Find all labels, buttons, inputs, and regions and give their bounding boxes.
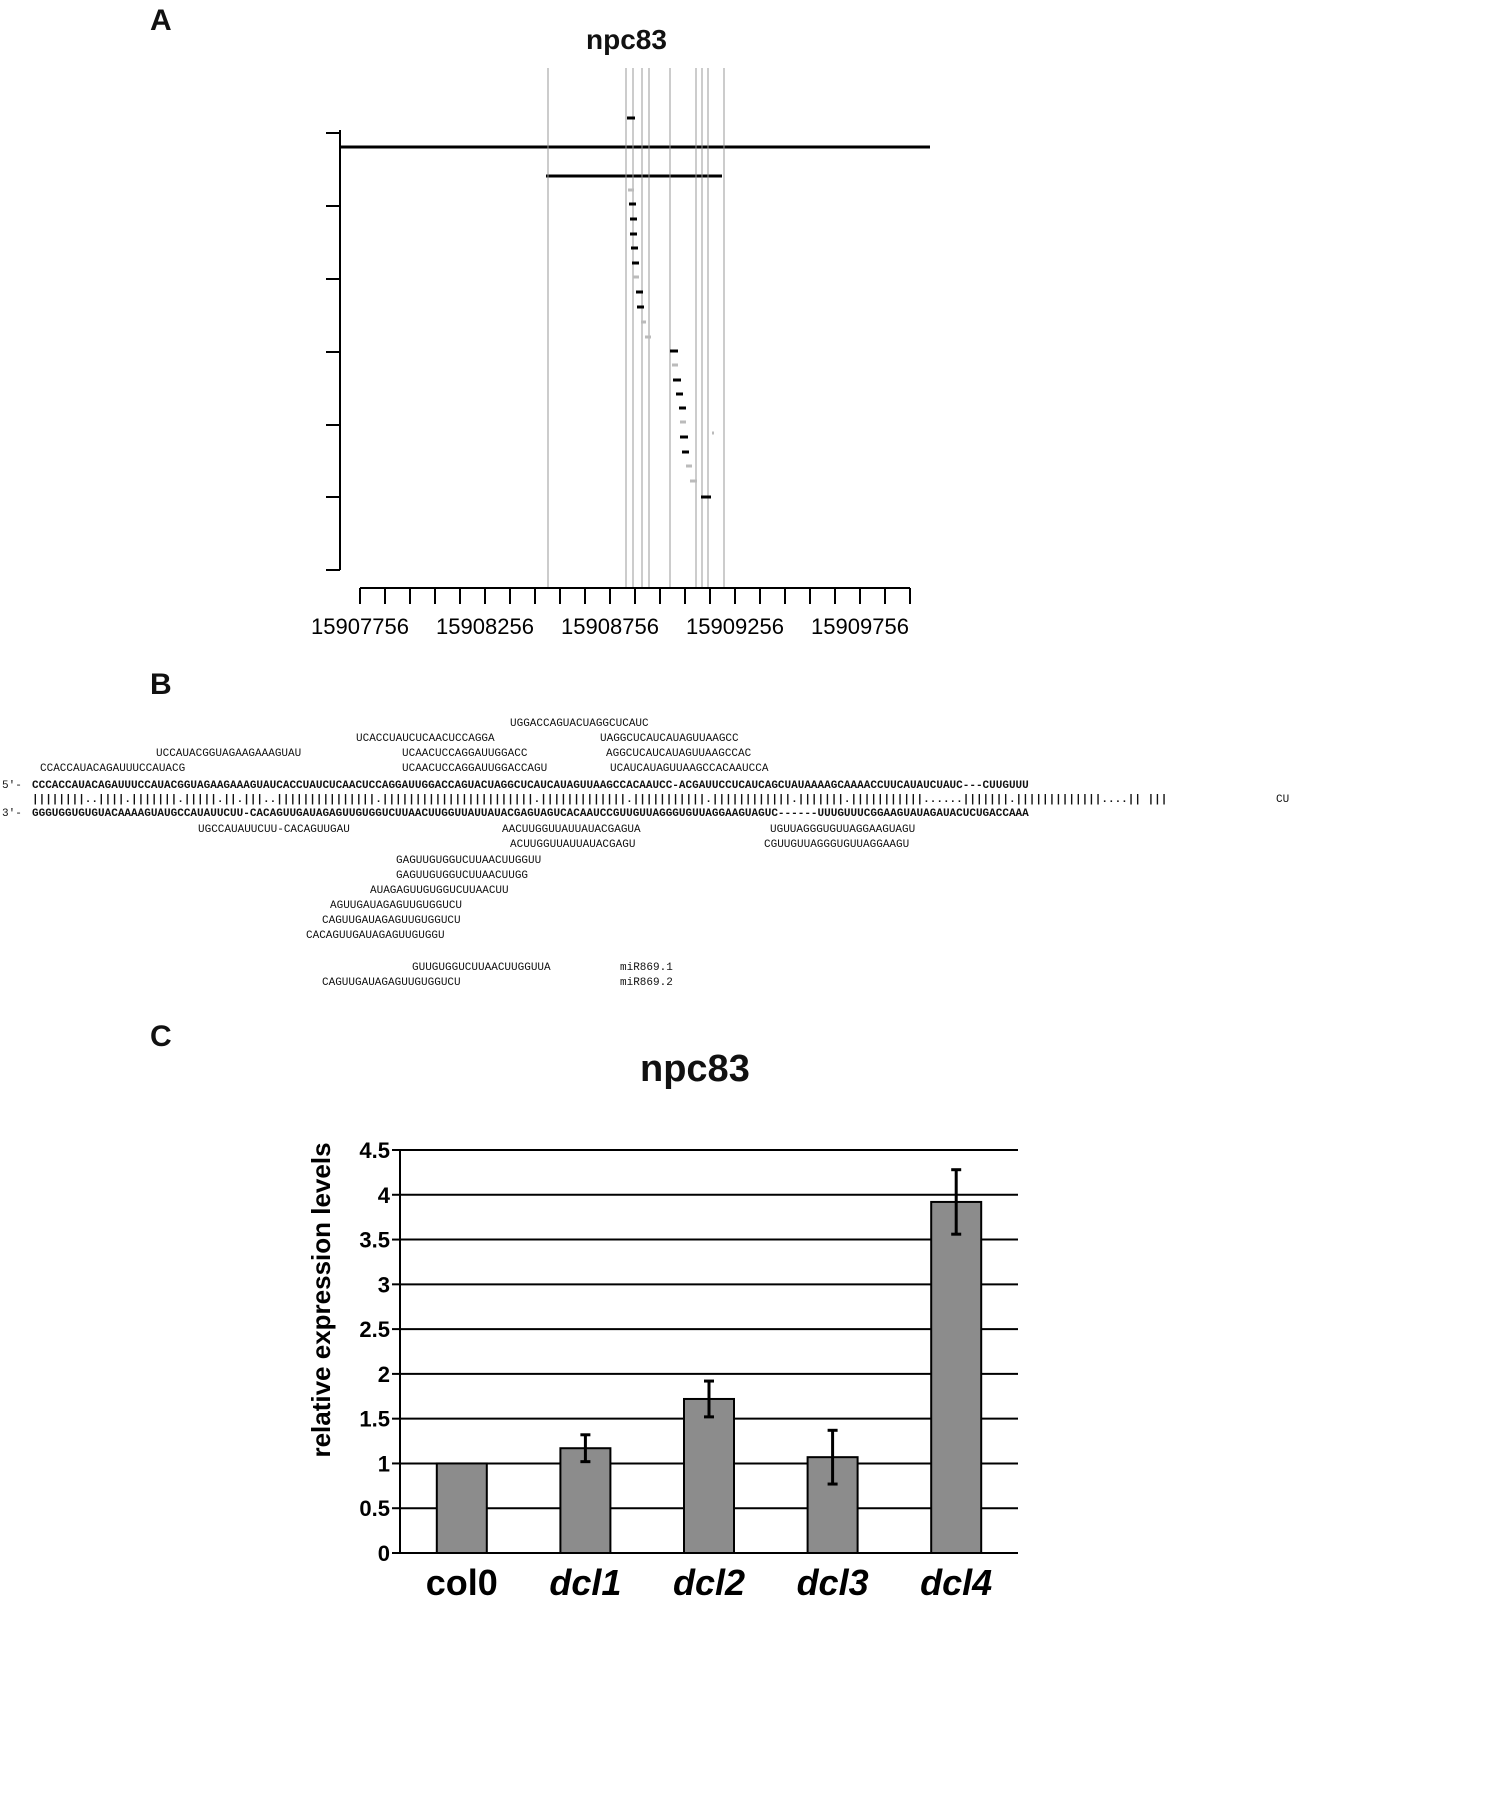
mir-seq-1: GUUGUGGUCUUAACUUGGUUA <box>412 962 551 974</box>
mir-name-2: miR869.2 <box>620 977 673 989</box>
y-tick-label-5: 2.5 <box>359 1317 390 1343</box>
mir-name-1: miR869.1 <box>620 962 673 974</box>
five-prime-label: 5'- <box>2 780 22 792</box>
panel-c-label: C <box>150 1020 172 1053</box>
y-tick-label-6: 3 <box>377 1272 390 1298</box>
x-label-dcl4: dcl4 <box>920 1562 993 1603</box>
y-tick-label-7: 3.5 <box>359 1227 390 1253</box>
read-top-7: UCAACUCCAGGAUUGGACCAGU <box>402 763 548 775</box>
read-top-6: CCACCAUACAGAUUUCCAUACG <box>40 763 186 775</box>
read-bottom-2: UGUUAGGGUGUUAGGAAGUAGU <box>770 824 916 836</box>
y-tick-label-4: 2 <box>377 1361 390 1387</box>
panel-b-label: B <box>150 668 172 701</box>
bar-col0 <box>437 1463 487 1553</box>
y-tick-label-8: 4 <box>377 1182 390 1208</box>
read-bottom-5: GAGUUGUGGUCUUAACUUGGUU <box>396 855 542 867</box>
read-top-4: UCAACUCCAGGAUUGGACC <box>402 748 528 760</box>
panel-a-label: A <box>150 4 172 37</box>
read-top-2: UAGGCUCAUCAUAGUUAAGCC <box>600 733 739 745</box>
x-label-col0: col0 <box>425 1562 498 1603</box>
three-prime-label: 3'- <box>2 808 22 820</box>
chart-title: npc83 <box>640 1048 750 1090</box>
read-top-0: UGGACCAGUACUAGGCUCAUC <box>510 718 649 730</box>
x-label-dcl2: dcl2 <box>672 1562 746 1603</box>
y-axis-label: relative expression levels <box>306 1142 336 1458</box>
a-x-tick-label-2: 15908756 <box>561 614 659 639</box>
read-bottom-0: UGCCAUAUUCUU-CACAGUUGAU <box>198 824 350 836</box>
y-tick-label-1: 0.5 <box>359 1496 390 1522</box>
a-x-tick-label-1: 15908256 <box>436 614 534 639</box>
a-x-tick-label-0: 15907756 <box>311 614 409 639</box>
read-bottom-7: AUAGAGUUGUGGUCUUAACUU <box>370 885 509 897</box>
y-tick-label-3: 1.5 <box>359 1406 390 1432</box>
read-bottom-8: AGUUGAUAGAGUUGUGGUCU <box>330 900 463 912</box>
three-prime-strand: GGGUGGUGUGUACAAAAGUAUGCCAUAUUCUU-CACAGUUGAUAGAGUUGUGGUCUUAACUUGGUUAUUAUACGAGUAGUCACAAUCCGUUGUUAGGGUGUUAGGAAGUAGUC------UUUGUUUCGGAAGUAUAGAUACUCUGACCAAA <box>32 808 1029 820</box>
loop-label: CU <box>1276 794 1290 806</box>
read-top-3: UCCAUACGGUAGAAGAAAGUAU <box>156 748 302 760</box>
mir-seq-2: CAGUUGAUAGAGUUGUGGUCU <box>322 977 461 989</box>
y-tick-label-2: 1 <box>377 1451 390 1477</box>
pairing-line: ||||||||..||||.|||||||.|||||.||.|||..|||||||||||||||.|||||||||||||||||||||||.|||||||||||||.|||||||||||.||||||||||||.|||||||.|||||||||||......|||||||.|||||||||||||....|| ||| <box>32 794 1168 806</box>
read-bottom-4: CGUUGUUAGGGUGUUAGGAAGU <box>764 839 910 851</box>
x-label-dcl3: dcl3 <box>796 1562 869 1603</box>
bar-dcl2 <box>684 1399 734 1553</box>
bar-dcl4 <box>931 1202 981 1553</box>
read-top-8: UCAUCAUAGUUAAGCCACAAUCCA <box>610 763 769 775</box>
x-label-dcl1: dcl1 <box>549 1562 622 1603</box>
read-top-5: AGGCUCAUCAUAGUUAAGCCAC <box>606 748 752 760</box>
read-bottom-1: AACUUGGUUAUUAUACGAGUA <box>502 824 641 836</box>
read-bottom-6: GAGUUGUGGUCUUAACUUGG <box>396 870 529 882</box>
y-tick-label-0: 0 <box>377 1541 390 1566</box>
read-bottom-10: CACAGUUGAUAGAGUUGUGGU <box>306 930 445 942</box>
panel-a-title: npc83 <box>586 24 667 55</box>
bar-dcl1 <box>560 1448 610 1553</box>
y-tick-label-9: 4.5 <box>359 1138 390 1163</box>
five-prime-strand: CCCACCAUACAGAUUUCCAUACGGUAGAAGAAAGUAUCACCUAUCUCAACUCCAGGAUUGGACCAGUACUAGGCUCAUCAUAGUUAAGCCACAAUCC-ACGAUUCCUCAUCAGCUAUAAAAGCAAAACCUUCAUAUCUAUC---CUUGUUU <box>32 780 1029 792</box>
a-x-tick-label-4: 15909756 <box>811 614 909 639</box>
a-x-tick-label-3: 15909256 <box>686 614 784 639</box>
read-bottom-9: CAGUUGAUAGAGUUGUGGUCU <box>322 915 461 927</box>
read-bottom-3: ACUUGGUUAUUAUACGAGU <box>510 839 636 851</box>
read-top-1: UCACCUAUCUCAACUCCAGGA <box>356 733 495 745</box>
